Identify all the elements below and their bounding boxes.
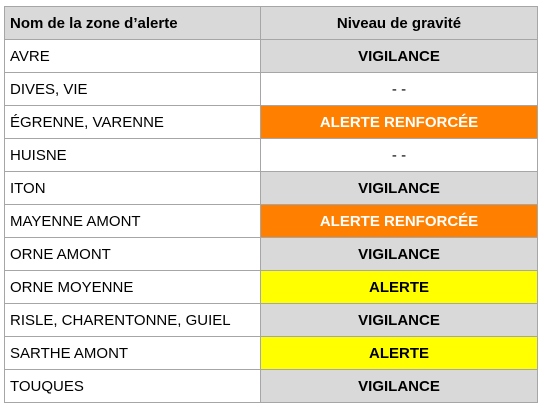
severity-cell: - - (261, 139, 538, 172)
zone-name-cell: ORNE MOYENNE (5, 271, 261, 304)
table-row (5, 337, 538, 370)
table-row (5, 106, 538, 139)
severity-cell: ALERTE (261, 337, 538, 370)
severity-cell: VIGILANCE (261, 40, 538, 73)
alert-table (4, 6, 538, 403)
table-row (5, 271, 538, 304)
table-row (5, 139, 538, 172)
severity-cell: VIGILANCE (261, 304, 538, 337)
severity-cell: - - (261, 73, 538, 106)
severity-cell: VIGILANCE (261, 238, 538, 271)
zone-name-cell: DIVES, VIE (5, 73, 261, 106)
zone-name-cell: RISLE, CHARENTONNE, GUIEL (5, 304, 261, 337)
table-row (5, 304, 538, 337)
zone-name-cell: HUISNE (5, 139, 261, 172)
table-row (5, 40, 538, 73)
header-severity-level: Niveau de gravité (261, 7, 538, 40)
zone-name-cell: AVRE (5, 40, 261, 73)
zone-name-cell: ORNE AMONT (5, 238, 261, 271)
table-row (5, 172, 538, 205)
table-row (5, 73, 538, 106)
table-row (5, 370, 538, 403)
zone-name-cell: SARTHE AMONT (5, 337, 261, 370)
zone-name-cell: MAYENNE AMONT (5, 205, 261, 238)
alert-table-container (4, 6, 538, 403)
severity-cell: ALERTE (261, 271, 538, 304)
severity-cell: VIGILANCE (261, 370, 538, 403)
zone-name-cell: ITON (5, 172, 261, 205)
zone-name-cell: TOUQUES (5, 370, 261, 403)
header-zone-name: Nom de la zone d’alerte (5, 7, 261, 40)
table-row (5, 238, 538, 271)
table-header-row (5, 7, 538, 40)
severity-cell: VIGILANCE (261, 172, 538, 205)
severity-cell: ALERTE RENFORCÉE (261, 106, 538, 139)
severity-cell: ALERTE RENFORCÉE (261, 205, 538, 238)
table-row (5, 205, 538, 238)
zone-name-cell: ÉGRENNE, VARENNE (5, 106, 261, 139)
